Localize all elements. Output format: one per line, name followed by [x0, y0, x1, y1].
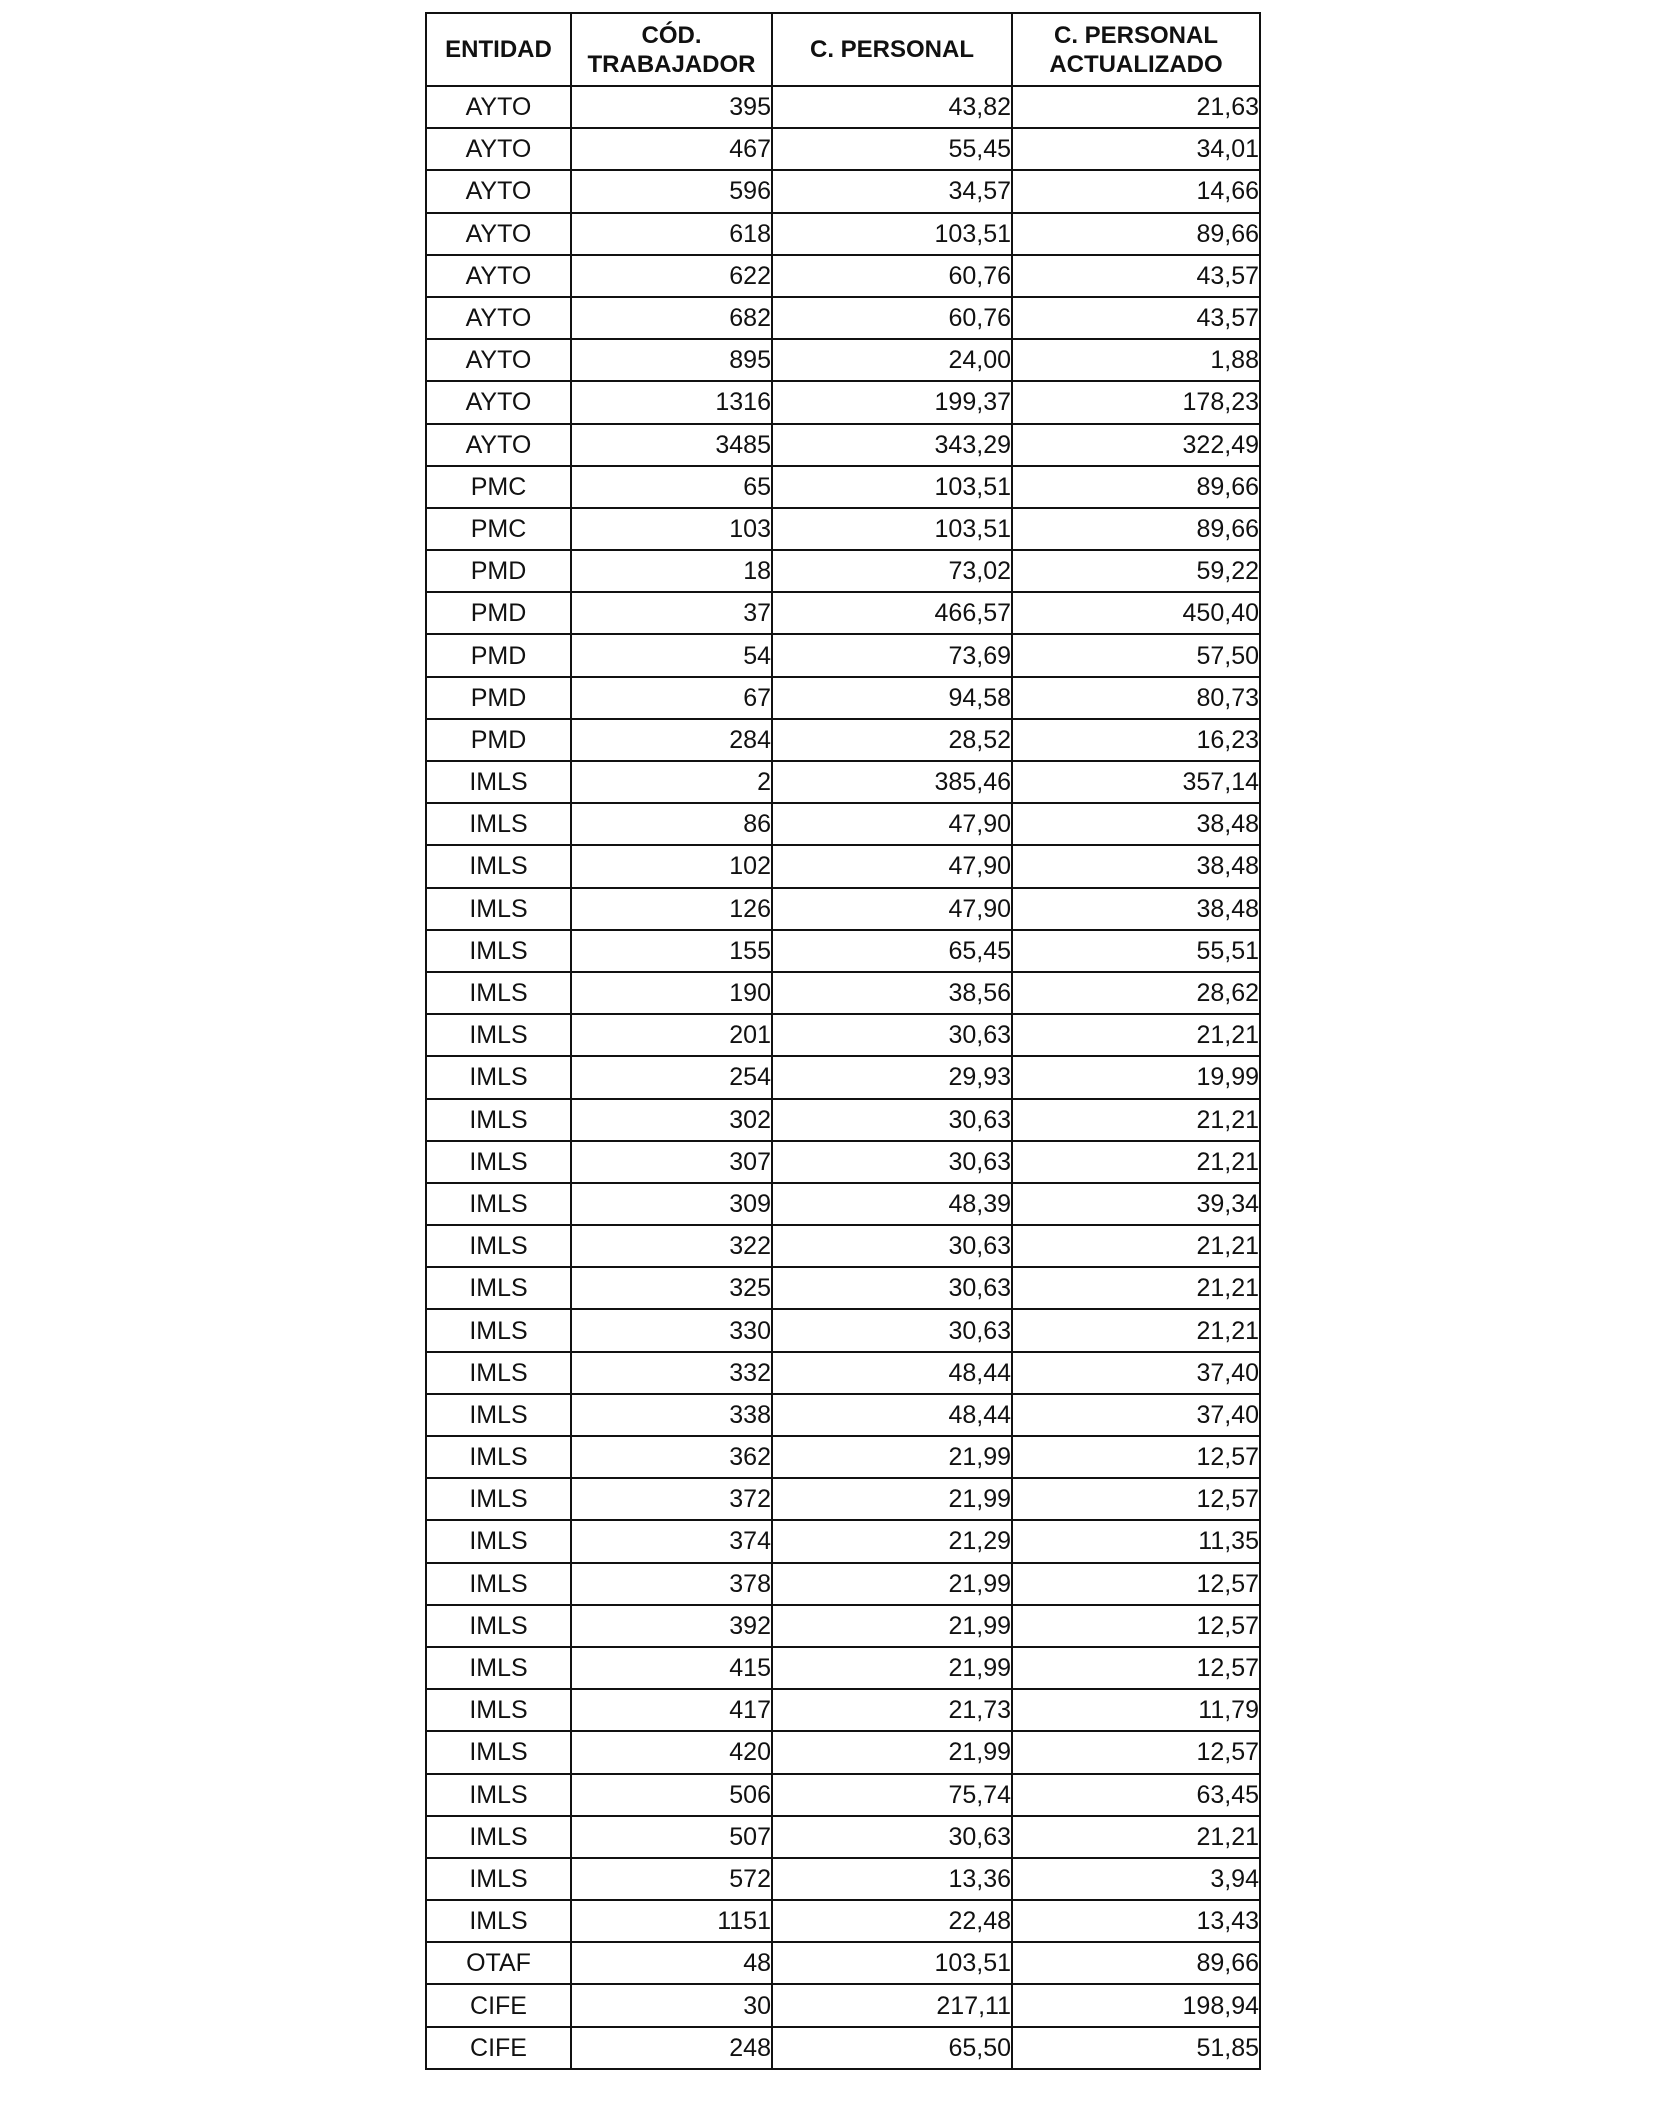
table-row: [426, 424, 1260, 466]
table-row: [426, 297, 1260, 339]
cell-entidad: IMLS: [426, 1647, 571, 1689]
cell-c-personal: 103,51: [772, 466, 1012, 508]
cell-entidad: IMLS: [426, 761, 571, 803]
cell-cod-trabajador: 374: [571, 1520, 772, 1562]
table-row: [426, 761, 1260, 803]
cell-entidad: PMC: [426, 508, 571, 550]
cell-cod-trabajador: 682: [571, 297, 772, 339]
cell-cod-trabajador: 2: [571, 761, 772, 803]
cell-entidad: AYTO: [426, 86, 571, 128]
cell-cod-trabajador: 37: [571, 592, 772, 634]
cell-cod-trabajador: 248: [571, 2027, 772, 2069]
cell-cod-trabajador: 572: [571, 1858, 772, 1900]
cell-cod-trabajador: 372: [571, 1478, 772, 1520]
cell-cod-trabajador: 54: [571, 634, 772, 676]
cell-cod-trabajador: 307: [571, 1141, 772, 1183]
cell-entidad: AYTO: [426, 339, 571, 381]
cell-entidad: IMLS: [426, 1900, 571, 1942]
cell-c-personal-actualizado: 1,88: [1012, 339, 1260, 381]
table-row: [426, 1141, 1260, 1183]
cell-entidad: IMLS: [426, 1605, 571, 1647]
cell-c-personal: 343,29: [772, 424, 1012, 466]
cell-c-personal: 73,02: [772, 550, 1012, 592]
cell-cod-trabajador: 201: [571, 1014, 772, 1056]
table-row: [426, 1056, 1260, 1098]
cell-c-personal-actualizado: 89,66: [1012, 1942, 1260, 1984]
cell-c-personal-actualizado: 43,57: [1012, 297, 1260, 339]
cell-entidad: IMLS: [426, 1731, 571, 1773]
table-row: [426, 1183, 1260, 1225]
cell-cod-trabajador: 48: [571, 1942, 772, 1984]
cell-c-personal: 48,44: [772, 1394, 1012, 1436]
cell-c-personal: 217,11: [772, 1984, 1012, 2026]
cell-c-personal-actualizado: 12,57: [1012, 1478, 1260, 1520]
cell-c-personal-actualizado: 43,57: [1012, 255, 1260, 297]
cell-c-personal-actualizado: 178,23: [1012, 381, 1260, 423]
cell-entidad: OTAF: [426, 1942, 571, 1984]
cell-c-personal: 47,90: [772, 803, 1012, 845]
cell-cod-trabajador: 86: [571, 803, 772, 845]
cell-entidad: PMD: [426, 634, 571, 676]
cell-cod-trabajador: 284: [571, 719, 772, 761]
table-row: [426, 1689, 1260, 1731]
cell-c-personal: 55,45: [772, 128, 1012, 170]
cell-c-personal-actualizado: 16,23: [1012, 719, 1260, 761]
document-page: [425, 12, 1261, 2070]
header-c-personal-actualizado: [1012, 13, 1260, 86]
cell-cod-trabajador: 395: [571, 86, 772, 128]
cell-entidad: IMLS: [426, 1478, 571, 1520]
cell-c-personal-actualizado: 37,40: [1012, 1352, 1260, 1394]
cell-cod-trabajador: 254: [571, 1056, 772, 1098]
table-row: [426, 170, 1260, 212]
cell-entidad: IMLS: [426, 1816, 571, 1858]
table-row: [426, 1816, 1260, 1858]
table-row: [426, 1099, 1260, 1141]
table-row: [426, 888, 1260, 930]
cell-cod-trabajador: 362: [571, 1436, 772, 1478]
cell-entidad: PMD: [426, 677, 571, 719]
table-row: [426, 1352, 1260, 1394]
cell-cod-trabajador: 506: [571, 1774, 772, 1816]
cell-c-personal-actualizado: 63,45: [1012, 1774, 1260, 1816]
cell-c-personal-actualizado: 21,21: [1012, 1309, 1260, 1351]
cell-entidad: IMLS: [426, 1394, 571, 1436]
cell-entidad: IMLS: [426, 1563, 571, 1605]
cell-c-personal-actualizado: 12,57: [1012, 1647, 1260, 1689]
cell-cod-trabajador: 507: [571, 1816, 772, 1858]
header-cod-line2: TRABAJADOR: [587, 50, 756, 78]
cell-cod-trabajador: 417: [571, 1689, 772, 1731]
cell-entidad: IMLS: [426, 1436, 571, 1478]
cell-c-personal-actualizado: 37,40: [1012, 1394, 1260, 1436]
cell-c-personal-actualizado: 38,48: [1012, 845, 1260, 887]
cell-c-personal-actualizado: 13,43: [1012, 1900, 1260, 1942]
cell-c-personal: 30,63: [772, 1099, 1012, 1141]
table-row: [426, 1858, 1260, 1900]
cell-c-personal-actualizado: 21,21: [1012, 1014, 1260, 1056]
header-cod-trabajador: [571, 13, 772, 86]
cell-cod-trabajador: 332: [571, 1352, 772, 1394]
cell-c-personal-actualizado: 12,57: [1012, 1563, 1260, 1605]
table-row: [426, 1014, 1260, 1056]
cell-c-personal-actualizado: 14,66: [1012, 170, 1260, 212]
cell-c-personal-actualizado: 38,48: [1012, 888, 1260, 930]
header-cpa-line1: C. PERSONAL: [1053, 21, 1218, 49]
table-row: [426, 1309, 1260, 1351]
table-row: [426, 1394, 1260, 1436]
cell-c-personal-actualizado: 38,48: [1012, 803, 1260, 845]
header-entidad-label: ENTIDAD: [445, 36, 552, 63]
cell-c-personal: 21,73: [772, 1689, 1012, 1731]
cell-entidad: IMLS: [426, 1774, 571, 1816]
table-row: [426, 972, 1260, 1014]
cell-cod-trabajador: 65: [571, 466, 772, 508]
header-c-personal-label: C. PERSONAL: [809, 36, 974, 63]
cell-c-personal-actualizado: 21,21: [1012, 1141, 1260, 1183]
cell-cod-trabajador: 103: [571, 508, 772, 550]
cell-c-personal: 73,69: [772, 634, 1012, 676]
cell-c-personal-actualizado: 3,94: [1012, 1858, 1260, 1900]
cell-c-personal: 34,57: [772, 170, 1012, 212]
cell-entidad: IMLS: [426, 1352, 571, 1394]
cell-cod-trabajador: 596: [571, 170, 772, 212]
table-row: [426, 1942, 1260, 1984]
cell-c-personal: 21,99: [772, 1731, 1012, 1773]
cell-c-personal: 47,90: [772, 845, 1012, 887]
cell-entidad: IMLS: [426, 1267, 571, 1309]
cell-cod-trabajador: 67: [571, 677, 772, 719]
cell-cod-trabajador: 420: [571, 1731, 772, 1773]
cell-entidad: PMD: [426, 592, 571, 634]
cell-c-personal: 385,46: [772, 761, 1012, 803]
cell-c-personal-actualizado: 28,62: [1012, 972, 1260, 1014]
table-row: [426, 213, 1260, 255]
table-row: [426, 592, 1260, 634]
table-row: [426, 339, 1260, 381]
cell-entidad: IMLS: [426, 972, 571, 1014]
table-row: [426, 1267, 1260, 1309]
cell-c-personal: 38,56: [772, 972, 1012, 1014]
table-row: [426, 255, 1260, 297]
table-row: [426, 2027, 1260, 2069]
cell-c-personal-actualizado: 34,01: [1012, 128, 1260, 170]
cell-entidad: IMLS: [426, 1099, 571, 1141]
cell-entidad: IMLS: [426, 1141, 571, 1183]
cell-cod-trabajador: 392: [571, 1605, 772, 1647]
table-row: [426, 550, 1260, 592]
cell-cod-trabajador: 322: [571, 1225, 772, 1267]
personal-complement-table: [425, 12, 1261, 2070]
header-cpa-line2: ACTUALIZADO: [1049, 50, 1223, 78]
cell-entidad: IMLS: [426, 888, 571, 930]
table-row: [426, 1984, 1260, 2026]
cell-c-personal-actualizado: 12,57: [1012, 1605, 1260, 1647]
cell-c-personal-actualizado: 51,85: [1012, 2027, 1260, 2069]
cell-cod-trabajador: 190: [571, 972, 772, 1014]
cell-c-personal-actualizado: 80,73: [1012, 677, 1260, 719]
table-row: [426, 1900, 1260, 1942]
cell-cod-trabajador: 415: [571, 1647, 772, 1689]
cell-cod-trabajador: 378: [571, 1563, 772, 1605]
table-row: [426, 508, 1260, 550]
cell-c-personal: 199,37: [772, 381, 1012, 423]
table-body: [426, 86, 1260, 2069]
cell-c-personal-actualizado: 11,35: [1012, 1520, 1260, 1562]
cell-entidad: AYTO: [426, 424, 571, 466]
cell-c-personal-actualizado: 57,50: [1012, 634, 1260, 676]
table-row: [426, 1731, 1260, 1773]
cell-entidad: CIFE: [426, 1984, 571, 2026]
cell-c-personal-actualizado: 322,49: [1012, 424, 1260, 466]
cell-cod-trabajador: 895: [571, 339, 772, 381]
cell-cod-trabajador: 3485: [571, 424, 772, 466]
cell-c-personal: 21,99: [772, 1478, 1012, 1520]
cell-entidad: IMLS: [426, 845, 571, 887]
table-row: [426, 1774, 1260, 1816]
cell-entidad: IMLS: [426, 1225, 571, 1267]
cell-entidad: AYTO: [426, 170, 571, 212]
cell-c-personal-actualizado: 450,40: [1012, 592, 1260, 634]
cell-c-personal-actualizado: 21,21: [1012, 1225, 1260, 1267]
table-row: [426, 1478, 1260, 1520]
table-row: [426, 1605, 1260, 1647]
cell-c-personal: 65,45: [772, 930, 1012, 972]
cell-entidad: AYTO: [426, 255, 571, 297]
cell-entidad: IMLS: [426, 1858, 571, 1900]
cell-cod-trabajador: 622: [571, 255, 772, 297]
table-row: [426, 803, 1260, 845]
cell-c-personal: 466,57: [772, 592, 1012, 634]
cell-entidad: PMD: [426, 719, 571, 761]
cell-c-personal: 21,99: [772, 1605, 1012, 1647]
cell-entidad: PMD: [426, 550, 571, 592]
cell-c-personal: 30,63: [772, 1225, 1012, 1267]
cell-c-personal: 13,36: [772, 1858, 1012, 1900]
cell-entidad: AYTO: [426, 213, 571, 255]
cell-c-personal: 60,76: [772, 255, 1012, 297]
cell-c-personal: 30,63: [772, 1267, 1012, 1309]
cell-c-personal: 65,50: [772, 2027, 1012, 2069]
cell-entidad: IMLS: [426, 1520, 571, 1562]
cell-cod-trabajador: 330: [571, 1309, 772, 1351]
cell-cod-trabajador: 338: [571, 1394, 772, 1436]
cell-c-personal: 103,51: [772, 508, 1012, 550]
cell-c-personal: 43,82: [772, 86, 1012, 128]
table-row: [426, 466, 1260, 508]
cell-c-personal-actualizado: 198,94: [1012, 1984, 1260, 2026]
cell-c-personal: 103,51: [772, 213, 1012, 255]
cell-entidad: IMLS: [426, 1014, 571, 1056]
cell-c-personal-actualizado: 21,21: [1012, 1816, 1260, 1858]
cell-c-personal-actualizado: 59,22: [1012, 550, 1260, 592]
cell-c-personal: 30,63: [772, 1309, 1012, 1351]
cell-c-personal: 48,44: [772, 1352, 1012, 1394]
cell-c-personal: 47,90: [772, 888, 1012, 930]
cell-entidad: IMLS: [426, 1689, 571, 1731]
cell-cod-trabajador: 618: [571, 213, 772, 255]
cell-c-personal-actualizado: 89,66: [1012, 508, 1260, 550]
cell-cod-trabajador: 126: [571, 888, 772, 930]
cell-entidad: IMLS: [426, 803, 571, 845]
table-row: [426, 634, 1260, 676]
cell-c-personal-actualizado: 39,34: [1012, 1183, 1260, 1225]
cell-entidad: AYTO: [426, 381, 571, 423]
cell-cod-trabajador: 155: [571, 930, 772, 972]
cell-c-personal: 21,99: [772, 1436, 1012, 1478]
header-c-personal: [772, 13, 1012, 86]
cell-c-personal: 30,63: [772, 1816, 1012, 1858]
table-row: [426, 719, 1260, 761]
cell-entidad: IMLS: [426, 930, 571, 972]
table-row: [426, 1563, 1260, 1605]
cell-c-personal: 21,99: [772, 1647, 1012, 1689]
header-row: [426, 13, 1260, 86]
cell-cod-trabajador: 1316: [571, 381, 772, 423]
cell-c-personal-actualizado: 21,21: [1012, 1267, 1260, 1309]
cell-cod-trabajador: 1151: [571, 1900, 772, 1942]
cell-cod-trabajador: 325: [571, 1267, 772, 1309]
cell-cod-trabajador: 30: [571, 1984, 772, 2026]
cell-c-personal: 22,48: [772, 1900, 1012, 1942]
cell-cod-trabajador: 302: [571, 1099, 772, 1141]
cell-c-personal: 75,74: [772, 1774, 1012, 1816]
cell-c-personal-actualizado: 12,57: [1012, 1731, 1260, 1773]
cell-cod-trabajador: 18: [571, 550, 772, 592]
table-row: [426, 1647, 1260, 1689]
header-cod-line1: CÓD.: [641, 21, 702, 49]
table-row: [426, 1436, 1260, 1478]
table-row: [426, 677, 1260, 719]
cell-c-personal-actualizado: 89,66: [1012, 466, 1260, 508]
cell-c-personal: 94,58: [772, 677, 1012, 719]
cell-c-personal: 103,51: [772, 1942, 1012, 1984]
cell-c-personal: 21,29: [772, 1520, 1012, 1562]
cell-c-personal: 24,00: [772, 339, 1012, 381]
cell-c-personal: 21,99: [772, 1563, 1012, 1605]
cell-c-personal: 29,93: [772, 1056, 1012, 1098]
table-row: [426, 381, 1260, 423]
cell-c-personal: 30,63: [772, 1014, 1012, 1056]
cell-c-personal-actualizado: 21,63: [1012, 86, 1260, 128]
cell-c-personal: 48,39: [772, 1183, 1012, 1225]
header-entidad: [426, 13, 571, 86]
cell-c-personal: 28,52: [772, 719, 1012, 761]
table-row: [426, 845, 1260, 887]
cell-c-personal-actualizado: 19,99: [1012, 1056, 1260, 1098]
cell-entidad: IMLS: [426, 1056, 571, 1098]
cell-entidad: IMLS: [426, 1309, 571, 1351]
cell-c-personal-actualizado: 21,21: [1012, 1099, 1260, 1141]
cell-c-personal-actualizado: 12,57: [1012, 1436, 1260, 1478]
cell-c-personal-actualizado: 89,66: [1012, 213, 1260, 255]
cell-c-personal: 60,76: [772, 297, 1012, 339]
cell-cod-trabajador: 309: [571, 1183, 772, 1225]
cell-c-personal-actualizado: 55,51: [1012, 930, 1260, 972]
cell-c-personal: 30,63: [772, 1141, 1012, 1183]
table-row: [426, 86, 1260, 128]
cell-c-personal-actualizado: 357,14: [1012, 761, 1260, 803]
cell-cod-trabajador: 467: [571, 128, 772, 170]
table-row: [426, 930, 1260, 972]
cell-entidad: PMC: [426, 466, 571, 508]
table-row: [426, 128, 1260, 170]
table-header: [426, 13, 1260, 86]
table-row: [426, 1225, 1260, 1267]
cell-entidad: AYTO: [426, 297, 571, 339]
cell-entidad: IMLS: [426, 1183, 571, 1225]
cell-c-personal-actualizado: 11,79: [1012, 1689, 1260, 1731]
cell-entidad: AYTO: [426, 128, 571, 170]
table-row: [426, 1520, 1260, 1562]
cell-entidad: CIFE: [426, 2027, 571, 2069]
cell-cod-trabajador: 102: [571, 845, 772, 887]
